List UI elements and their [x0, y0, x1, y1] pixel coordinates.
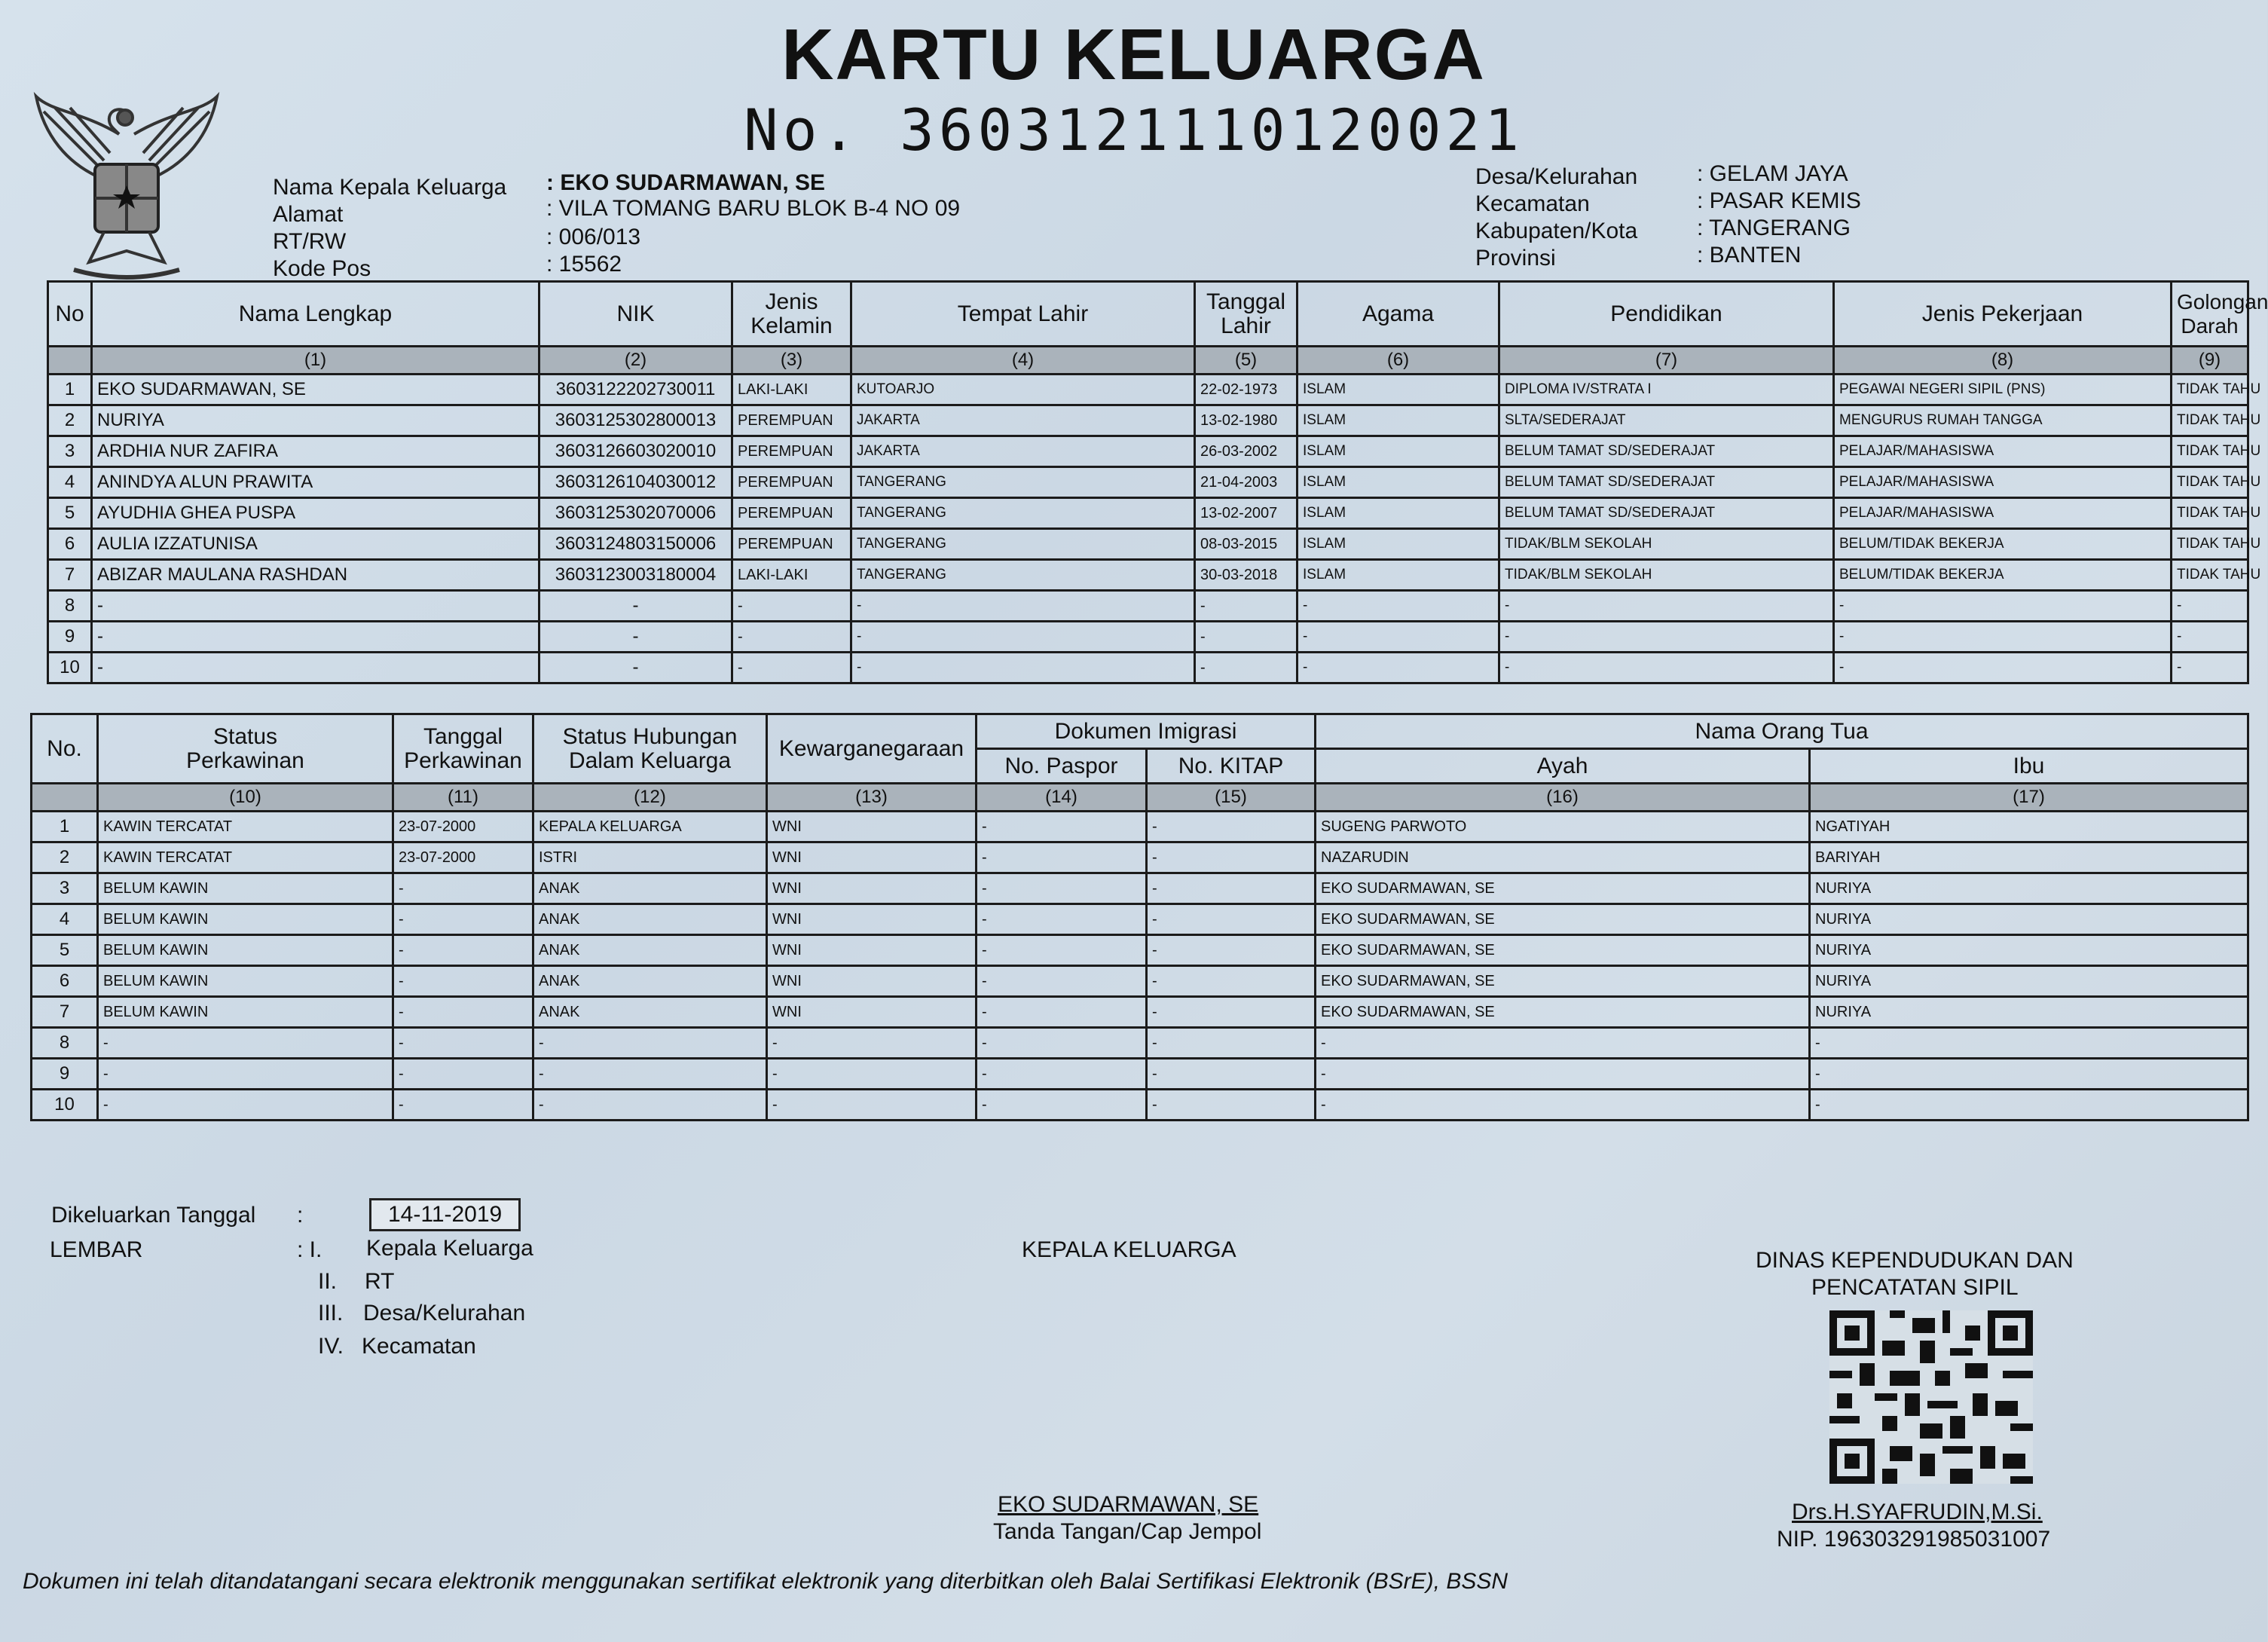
col2-no: No. [32, 714, 98, 784]
table2-colnum: (17) [1810, 784, 2248, 812]
family-members-table [47, 280, 2268, 684]
table2-cell: - [1316, 1090, 1810, 1121]
table2-cell: - [1810, 1028, 2248, 1059]
table2-cell: EKO SUDARMAWAN, SE [1316, 904, 1810, 935]
table1-cell: 3603126104030012 [539, 467, 732, 498]
table1-cell: 2 [48, 405, 92, 436]
table2-cell: - [977, 842, 1147, 873]
sheet-item-1-text: Kepala Keluarga [366, 1236, 533, 1261]
table2-colnum: (10) [98, 784, 393, 812]
table2-cell: 8 [32, 1028, 98, 1059]
table1-cell: ISLAM [1298, 498, 1499, 529]
table2-cell: WNI [767, 873, 977, 904]
table1-cell: - [1195, 653, 1298, 683]
table1-cell: - [1298, 622, 1499, 653]
table1-cell: - [732, 591, 851, 622]
table2-cell: - [767, 1090, 977, 1121]
table1-cell: AYUDHIA GHEA PUSPA [92, 498, 539, 529]
table2-header-row-1 [32, 714, 2248, 749]
table-row [48, 653, 2248, 683]
table2-cell: NURIYA [1810, 966, 2248, 997]
table2-cell: - [1147, 966, 1316, 997]
table1-cell: TIDAK TAHU [2172, 529, 2248, 560]
table2-cell: - [1810, 1090, 2248, 1121]
official-nip: NIP. 196303291985031007 [1777, 1527, 2051, 1552]
table1-cell: ISLAM [1298, 467, 1499, 498]
table1-colnum: (4) [851, 347, 1195, 375]
table1-cell: ISLAM [1298, 375, 1499, 405]
table1-cell: - [92, 591, 539, 622]
table1-cell: 3 [48, 436, 92, 467]
table1-cell: - [1499, 591, 1834, 622]
table1-colnum: (1) [92, 347, 539, 375]
table1-cell: - [539, 653, 732, 683]
table-row [48, 467, 2248, 498]
table2-cell: BELUM KAWIN [98, 997, 393, 1028]
table1-cell: TIDAK TAHU [2172, 498, 2248, 529]
table-row [32, 997, 2248, 1028]
table1-cell: 6 [48, 529, 92, 560]
table1-cell: - [2172, 591, 2248, 622]
table2-colnum: (15) [1147, 784, 1316, 812]
table1-cell: 4 [48, 467, 92, 498]
district-label: Kecamatan [1475, 191, 1590, 216]
postcode-value: : 15562 [546, 252, 622, 277]
table2-cell: - [977, 1059, 1147, 1090]
table2-column-numbers [32, 784, 2248, 812]
table2-cell: - [977, 812, 1147, 842]
table1-cell: 3603125302800013 [539, 405, 732, 436]
table1-cell: - [92, 622, 539, 653]
table2-cell: WNI [767, 842, 977, 873]
table1-cell: TIDAK TAHU [2172, 436, 2248, 467]
table1-cell: DIPLOMA IV/STRATA I [1499, 375, 1834, 405]
table2-cell: WNI [767, 935, 977, 966]
table2-cell: - [393, 935, 533, 966]
col-passport: No. Paspor [977, 749, 1147, 784]
district-value: : PASAR KEMIS [1697, 188, 1861, 213]
table2-cell: - [98, 1028, 393, 1059]
col-marital-status: Status Perkawinan [98, 714, 393, 784]
official-name: Drs.H.SYAFRUDIN,M.Si. [1792, 1500, 2043, 1524]
table1-cell: NURIYA [92, 405, 539, 436]
table2-cell: BELUM KAWIN [98, 873, 393, 904]
table1-cell: 21-04-2003 [1195, 467, 1298, 498]
table1-cell: KUTOARJO [851, 375, 1195, 405]
table2-cell: 4 [32, 904, 98, 935]
table2-cell: KAWIN TERCATAT [98, 812, 393, 842]
table2-colnum: (14) [977, 784, 1147, 812]
table1-colnum: (7) [1499, 347, 1834, 375]
col-religion: Agama [1298, 282, 1499, 347]
table2-cell: - [1147, 1059, 1316, 1090]
table-row [32, 904, 2248, 935]
table1-cell: JAKARTA [851, 436, 1195, 467]
family-head-caption: KEPALA KELUARGA [1022, 1237, 1236, 1262]
table2-cell: SUGENG PARWOTO [1316, 812, 1810, 842]
table1-cell: 8 [48, 591, 92, 622]
province-label: Provinsi [1475, 246, 1556, 271]
table-row [48, 622, 2248, 653]
table2-cell: 5 [32, 935, 98, 966]
table1-cell: PELAJAR/MAHASISWA [1834, 436, 2172, 467]
table-row [48, 405, 2248, 436]
table2-cell: 10 [32, 1090, 98, 1121]
table1-cell: - [1195, 622, 1298, 653]
table1-cell: ISLAM [1298, 436, 1499, 467]
table2-cell: EKO SUDARMAWAN, SE [1316, 935, 1810, 966]
table1-colnum: (9) [2172, 347, 2248, 375]
table1-cell: BELUM/TIDAK BEKERJA [1834, 529, 2172, 560]
table1-cell: ARDHIA NUR ZAFIRA [92, 436, 539, 467]
head-name-label: Nama Kepala Keluarga [273, 175, 507, 200]
table2-cell: ANAK [533, 904, 767, 935]
table2-cell: NGATIYAH [1810, 812, 2248, 842]
table2-cell: - [767, 1028, 977, 1059]
table1-cell: 08-03-2015 [1195, 529, 1298, 560]
table2-cell: - [977, 966, 1147, 997]
table2-cell: ANAK [533, 935, 767, 966]
table1-colnum: (2) [539, 347, 732, 375]
col-birthdate: Tanggal Lahir [1195, 282, 1298, 347]
issued-date: 14-11-2019 [369, 1198, 521, 1231]
table1-cell: TANGERANG [851, 467, 1195, 498]
table2-cell: WNI [767, 904, 977, 935]
col-birthplace: Tempat Lahir [851, 282, 1195, 347]
table2-cell: - [1147, 812, 1316, 842]
table2-cell: WNI [767, 966, 977, 997]
table1-cell: - [1499, 653, 1834, 683]
table1-cell: EKO SUDARMAWAN, SE [92, 375, 539, 405]
table1-cell: 13-02-1980 [1195, 405, 1298, 436]
table2-cell: - [393, 1059, 533, 1090]
table1-cell: - [851, 622, 1195, 653]
table1-colnum: (8) [1834, 347, 2172, 375]
table1-cell: LAKI-LAKI [732, 560, 851, 591]
table1-cell: 3603124803150006 [539, 529, 732, 560]
table2-cell: 6 [32, 966, 98, 997]
signature-caption: Tanda Tangan/Cap Jempol [993, 1519, 1262, 1544]
table1-colnum: (5) [1195, 347, 1298, 375]
address-label: Alamat [273, 202, 344, 227]
table1-cell: ISLAM [1298, 405, 1499, 436]
table1-cell: - [1834, 622, 2172, 653]
table2-cell: NURIYA [1810, 935, 2248, 966]
col-relationship: Status Hubungan Dalam Keluarga [533, 714, 767, 784]
sheet-item-4-text: Kecamatan [362, 1334, 476, 1359]
table2-cell: - [767, 1059, 977, 1090]
electronic-signature-disclaimer: Dokumen ini telah ditandatangani secara elektronik menggunakan sertifikat elektronik yang diterbitkan oleh Balai Sertifikasi Elektronik (BSrE), BSSN [23, 1569, 1508, 1594]
sheet-item-2-text: RT [365, 1269, 395, 1294]
table1-cell: PELAJAR/MAHASISWA [1834, 498, 2172, 529]
table1-cell: ISLAM [1298, 529, 1499, 560]
table2-cell: ANAK [533, 966, 767, 997]
table2-cell: - [1147, 997, 1316, 1028]
sheet-item-3-text: Desa/Kelurahan [363, 1301, 526, 1326]
table1-cell: - [1298, 591, 1499, 622]
table2-cell: ANAK [533, 873, 767, 904]
table1-cell: TIDAK TAHU [2172, 405, 2248, 436]
table2-cell: - [1810, 1059, 2248, 1090]
table-row [32, 873, 2248, 904]
table2-cell: 23-07-2000 [393, 842, 533, 873]
table1-cell: 3603122202730011 [539, 375, 732, 405]
table2-cell: ISTRI [533, 842, 767, 873]
table2-cell: 23-07-2000 [393, 812, 533, 842]
table1-cell: ABIZAR MAULANA RASHDAN [92, 560, 539, 591]
table2-cell: 7 [32, 997, 98, 1028]
table1-cell: AULIA IZZATUNISA [92, 529, 539, 560]
col-parents: Nama Orang Tua [1316, 714, 2248, 749]
office-name-line2: PENCATATAN SIPIL [1811, 1275, 2019, 1300]
issued-label: Dikeluarkan Tanggal [51, 1203, 256, 1228]
table1-cell: MENGURUS RUMAH TANGGA [1834, 405, 2172, 436]
table1-cell: - [1195, 591, 1298, 622]
table2-cell: - [1147, 842, 1316, 873]
table-row [48, 529, 2248, 560]
col-full-name: Nama Lengkap [92, 282, 539, 347]
table-row [48, 591, 2248, 622]
table2-colnum: (16) [1316, 784, 1810, 812]
sheet-item-3-num: III. [318, 1301, 344, 1326]
table-row [48, 560, 2248, 591]
table2-cell: EKO SUDARMAWAN, SE [1316, 966, 1810, 997]
table2-cell: 9 [32, 1059, 98, 1090]
col-father: Ayah [1316, 749, 1810, 784]
sheet-label: LEMBAR [50, 1237, 143, 1262]
col-immigration-docs: Dokumen Imigrasi [977, 714, 1316, 749]
table2-cell: - [393, 1028, 533, 1059]
table2-cell: - [1316, 1028, 1810, 1059]
table1-cell: PEREMPUAN [732, 467, 851, 498]
qr-code-icon [1829, 1310, 2033, 1485]
table1-cell: 3603123003180004 [539, 560, 732, 591]
col-blood-type: Golongan Darah [2172, 282, 2248, 347]
table1-cell: - [732, 653, 851, 683]
table2-cell: - [393, 904, 533, 935]
table1-cell: TIDAK/BLM SEKOLAH [1499, 560, 1834, 591]
table2-cell: - [533, 1090, 767, 1121]
rtrw-label: RT/RW [273, 229, 347, 254]
document-title: KARTU KELUARGA [781, 14, 1486, 95]
table2-cell: - [393, 873, 533, 904]
table1-cell: - [1298, 653, 1499, 683]
table1-cell: TANGERANG [851, 498, 1195, 529]
col-occupation: Jenis Pekerjaan [1834, 282, 2172, 347]
table1-cell: 1 [48, 375, 92, 405]
table2-cell: BELUM KAWIN [98, 966, 393, 997]
col-no: No [48, 282, 92, 347]
table-row [32, 966, 2248, 997]
office-name-line1: DINAS KEPENDUDUKAN DAN [1756, 1248, 2074, 1273]
table1-cell: ANINDYA ALUN PRAWITA [92, 467, 539, 498]
table2-cell: - [533, 1059, 767, 1090]
table2-cell: - [393, 997, 533, 1028]
table1-cell: BELUM TAMAT SD/SEDERAJAT [1499, 498, 1834, 529]
table1-cell: 9 [48, 622, 92, 653]
table1-cell: - [2172, 653, 2248, 683]
table1-cell: 7 [48, 560, 92, 591]
table2-cell: - [1316, 1059, 1810, 1090]
table1-cell: 3603125302070006 [539, 498, 732, 529]
village-value: : GELAM JAYA [1697, 161, 1848, 186]
table1-cell: - [1834, 591, 2172, 622]
table1-cell: TIDAK TAHU [2172, 375, 2248, 405]
table2-cell: 2 [32, 842, 98, 873]
table2-cell: 1 [32, 812, 98, 842]
table1-cell: 5 [48, 498, 92, 529]
col-education: Pendidikan [1499, 282, 1834, 347]
table2-cell: NURIYA [1810, 873, 2248, 904]
table1-cell: - [1834, 653, 2172, 683]
col-citizenship: Kewarganegaraan [767, 714, 977, 784]
table2-cell: NAZARUDIN [1316, 842, 1810, 873]
table1-cell: LAKI-LAKI [732, 375, 851, 405]
table2-cell: - [977, 1028, 1147, 1059]
table2-colnum [32, 784, 98, 812]
sheet-item-1-num: : I. [297, 1237, 322, 1262]
table-row [32, 1028, 2248, 1059]
col-kitap: No. KITAP [1147, 749, 1316, 784]
table2-cell: - [977, 904, 1147, 935]
table2-cell: BELUM KAWIN [98, 904, 393, 935]
table2-cell: EKO SUDARMAWAN, SE [1316, 997, 1810, 1028]
table2-cell: - [977, 935, 1147, 966]
table1-cell: BELUM/TIDAK BEKERJA [1834, 560, 2172, 591]
table2-cell: - [393, 1090, 533, 1121]
table2-cell: - [1147, 1028, 1316, 1059]
head-name-value: : EKO SUDARMAWAN, SE [546, 170, 826, 195]
family-status-table [30, 713, 2249, 1121]
table2-cell: ANAK [533, 997, 767, 1028]
col-nik: NIK [539, 282, 732, 347]
table2-cell: BELUM KAWIN [98, 935, 393, 966]
table-row [32, 842, 2248, 873]
table1-colnum: (3) [732, 347, 851, 375]
table2-cell: KAWIN TERCATAT [98, 842, 393, 873]
col-marriage-date: Tanggal Perkawinan [393, 714, 533, 784]
table2-cell: KEPALA KELUARGA [533, 812, 767, 842]
table1-cell: PEREMPUAN [732, 498, 851, 529]
table1-cell: TIDAK TAHU [2172, 467, 2248, 498]
table1-cell: PEGAWAI NEGERI SIPIL (PNS) [1834, 375, 2172, 405]
table2-cell: - [1147, 1090, 1316, 1121]
table2-cell: BARIYAH [1810, 842, 2248, 873]
regency-value: : TANGERANG [1697, 216, 1851, 240]
table-row [32, 935, 2248, 966]
table1-cell: 22-02-1973 [1195, 375, 1298, 405]
table1-cell: PEREMPUAN [732, 529, 851, 560]
table2-cell: - [1147, 935, 1316, 966]
table-row [32, 1059, 2248, 1090]
province-value: : BANTEN [1697, 243, 1802, 268]
table-row [32, 812, 2248, 842]
table2-cell: WNI [767, 812, 977, 842]
col-gender: Jenis Kelamin [732, 282, 851, 347]
table1-cell: - [539, 591, 732, 622]
table1-cell: TIDAK/BLM SEKOLAH [1499, 529, 1834, 560]
table2-cell: 3 [32, 873, 98, 904]
issued-colon: : [297, 1203, 304, 1228]
table2-cell: - [1147, 873, 1316, 904]
table2-cell: NURIYA [1810, 997, 2248, 1028]
card-number: No. 3603121110120021 [743, 96, 1524, 164]
table1-colnum [48, 347, 92, 375]
table2-colnum: (11) [393, 784, 533, 812]
table2-cell: - [533, 1028, 767, 1059]
table1-cell: 3603126603020010 [539, 436, 732, 467]
table-row [48, 498, 2248, 529]
table2-cell: EKO SUDARMAWAN, SE [1316, 873, 1810, 904]
table2-cell: - [977, 873, 1147, 904]
table1-column-numbers [48, 347, 2248, 375]
sheet-item-2-num: II. [318, 1269, 338, 1294]
table1-cell: 13-02-2007 [1195, 498, 1298, 529]
table1-cell: 30-03-2018 [1195, 560, 1298, 591]
table1-cell: ISLAM [1298, 560, 1499, 591]
table1-cell: TIDAK TAHU [2172, 560, 2248, 591]
table2-colnum: (12) [533, 784, 767, 812]
table2-cell: - [977, 1090, 1147, 1121]
table2-cell: - [1147, 904, 1316, 935]
regency-label: Kabupaten/Kota [1475, 219, 1638, 243]
table1-cell: - [92, 653, 539, 683]
table1-cell: - [1499, 622, 1834, 653]
table1-cell: - [539, 622, 732, 653]
table1-cell: - [851, 591, 1195, 622]
table2-cell: - [98, 1059, 393, 1090]
table-row [48, 436, 2248, 467]
table1-cell: JAKARTA [851, 405, 1195, 436]
table1-cell: BELUM TAMAT SD/SEDERAJAT [1499, 467, 1834, 498]
table1-cell: TANGERANG [851, 529, 1195, 560]
table1-cell: TANGERANG [851, 560, 1195, 591]
sheet-item-4-num: IV. [318, 1334, 344, 1359]
table2-cell: WNI [767, 997, 977, 1028]
table1-colnum: (6) [1298, 347, 1499, 375]
table1-cell: PEREMPUAN [732, 436, 851, 467]
table1-cell: - [732, 622, 851, 653]
table1-cell: 10 [48, 653, 92, 683]
table-row [32, 1090, 2248, 1121]
postcode-label: Kode Pos [273, 256, 371, 281]
col-mother: Ibu [1810, 749, 2248, 784]
table-row [48, 375, 2248, 405]
table1-cell: - [851, 653, 1195, 683]
table2-cell: - [977, 997, 1147, 1028]
table2-cell: - [393, 966, 533, 997]
table1-cell: BELUM TAMAT SD/SEDERAJAT [1499, 436, 1834, 467]
table1-cell: PEREMPUAN [732, 405, 851, 436]
table2-colnum: (13) [767, 784, 977, 812]
village-label: Desa/Kelurahan [1475, 164, 1638, 189]
family-head-signer-name: EKO SUDARMAWAN, SE [998, 1492, 1259, 1517]
rtrw-value: : 006/013 [546, 225, 641, 249]
table2-cell: NURIYA [1810, 904, 2248, 935]
table1-cell: - [2172, 622, 2248, 653]
table1-cell: PELAJAR/MAHASISWA [1834, 467, 2172, 498]
table2-cell: - [98, 1090, 393, 1121]
table1-cell: SLTA/SEDERAJAT [1499, 405, 1834, 436]
table1-header-row [48, 282, 2248, 347]
address-value: : VILA TOMANG BARU BLOK B-4 NO 09 [546, 196, 961, 221]
table1-cell: 26-03-2002 [1195, 436, 1298, 467]
